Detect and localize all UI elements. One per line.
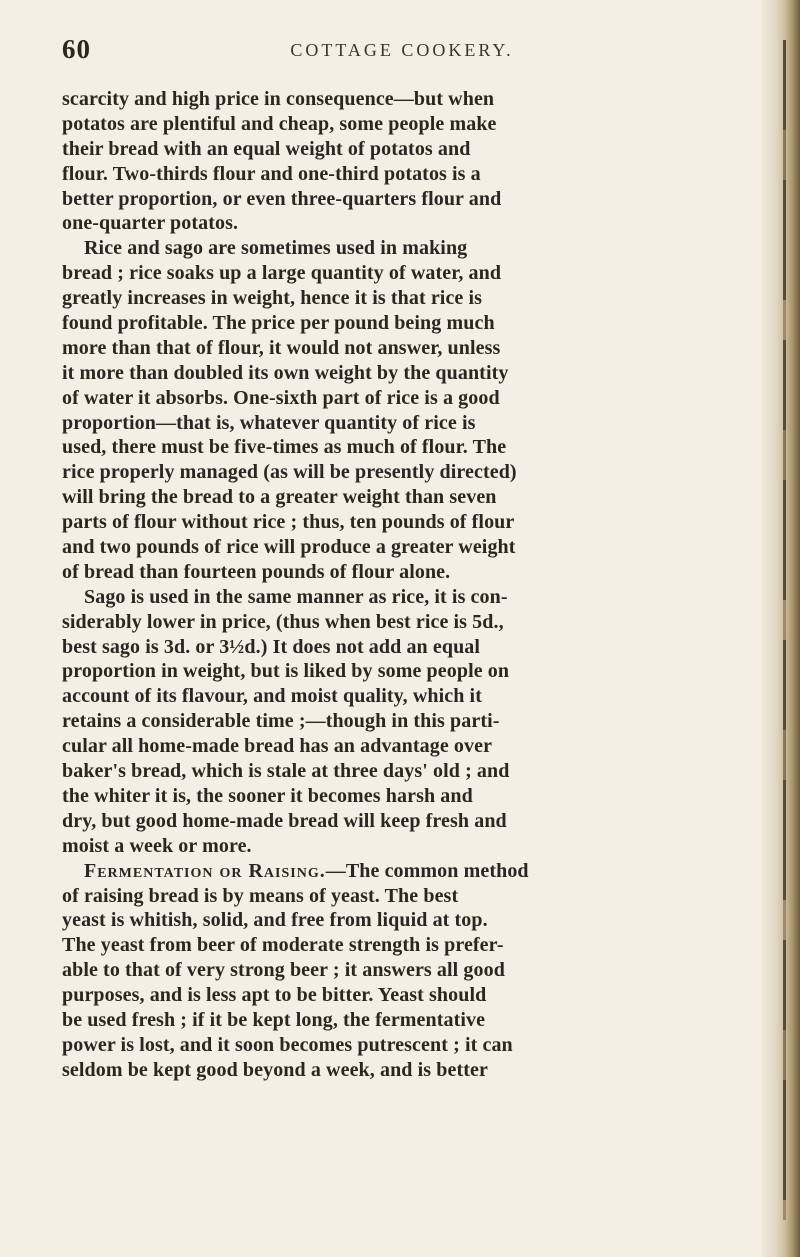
text-line: parts of flour without rice ; thus, ten pounds of flour — [62, 511, 515, 534]
text-line: retains a considerable time ;—though in this parti- — [62, 710, 500, 733]
text-line: of water it absorbs. One-sixth part of rice is a good — [62, 386, 500, 409]
text-line: bread ; rice soaks up a large quantity of water, and — [62, 262, 502, 285]
text-line: Rice and sago are sometimes used in making — [84, 237, 468, 260]
page-edge-shadow — [762, 0, 800, 1257]
text-line: their bread with an equal weight of potatos and — [62, 137, 471, 160]
text-line: greatly increases in weight, hence it is that rice is — [62, 287, 483, 310]
text-line: cular all home-made bread has an advantage over — [62, 735, 493, 758]
text-line: Sago is used in the same manner as rice, it is con- — [84, 585, 508, 608]
text-line: found profitable. The price per pound being much — [62, 312, 495, 335]
text-line: able to that of very strong beer ; it answers all good — [62, 959, 505, 982]
text-line: rice properly managed (as will be presently directed) — [62, 461, 517, 484]
text-line: siderably lower in price, (thus when best rice is 5d., — [62, 610, 504, 633]
text-line: dry, but good home-made bread will keep fresh and — [62, 809, 507, 832]
text-line: of bread than fourteen pounds of flour alone. — [62, 560, 451, 583]
text-line: it more than doubled its own weight by the quantity — [62, 361, 509, 384]
text-line: be used fresh ; if it be kept long, the fermentative — [62, 1008, 486, 1031]
running-head: COTTAGE COOKERY. — [290, 40, 514, 60]
text-line: The yeast from beer of moderate strength is prefer- — [62, 934, 504, 957]
text-line: baker's bread, which is stale at three days' old ; and — [62, 760, 510, 783]
text-line: proportion in weight, but is liked by some people on — [62, 660, 510, 683]
body-text — [62, 87, 762, 1083]
text-line: more than that of flour, it would not answer, unless — [62, 336, 501, 359]
page-header — [62, 34, 742, 70]
text-line: account of its flavour, and moist quality, which it — [62, 685, 482, 708]
section-heading: Fermentation or Raising. — [84, 859, 326, 882]
text-line: yeast is whitish, solid, and free from liquid at top. — [62, 909, 488, 932]
text-line: the whiter it is, the sooner it becomes harsh and — [62, 784, 473, 807]
text-line: used, there must be five-times as much of flour. The — [62, 436, 507, 459]
section-heading-line — [62, 859, 762, 884]
text-line: moist a week or more. — [62, 834, 252, 857]
text-line: scarcity and high price in consequence—but when — [62, 88, 495, 110]
text-line: seldom be kept good beyond a week, and is better — [62, 1058, 488, 1081]
page-number: 60 — [62, 34, 91, 64]
text-line: power is lost, and it soon becomes putrescent ; it can — [62, 1033, 513, 1056]
text-line: better proportion, or even three-quarters flour and — [62, 187, 502, 210]
text-line: best sago is 3d. or 3½d.) It does not add an equal — [62, 635, 481, 658]
text-line: of raising bread is by means of yeast. The best — [62, 884, 459, 907]
text-line: one-quarter potatos. — [62, 212, 239, 235]
binding-edge — [783, 40, 786, 1220]
text-line: and two pounds of rice will produce a greater weight — [62, 536, 516, 559]
text-line: proportion—that is, whatever quantity of rice is — [62, 411, 476, 434]
text-line: will bring the bread to a greater weight than seven — [62, 486, 497, 509]
text-line: potatos are plentiful and cheap, some people make — [62, 112, 497, 135]
text-line: —The common method — [325, 859, 529, 882]
text-line: flour. Two-thirds flour and one-third potatos is a — [62, 162, 481, 185]
text-line: purposes, and is less apt to be bitter. Yeast should — [62, 984, 487, 1007]
